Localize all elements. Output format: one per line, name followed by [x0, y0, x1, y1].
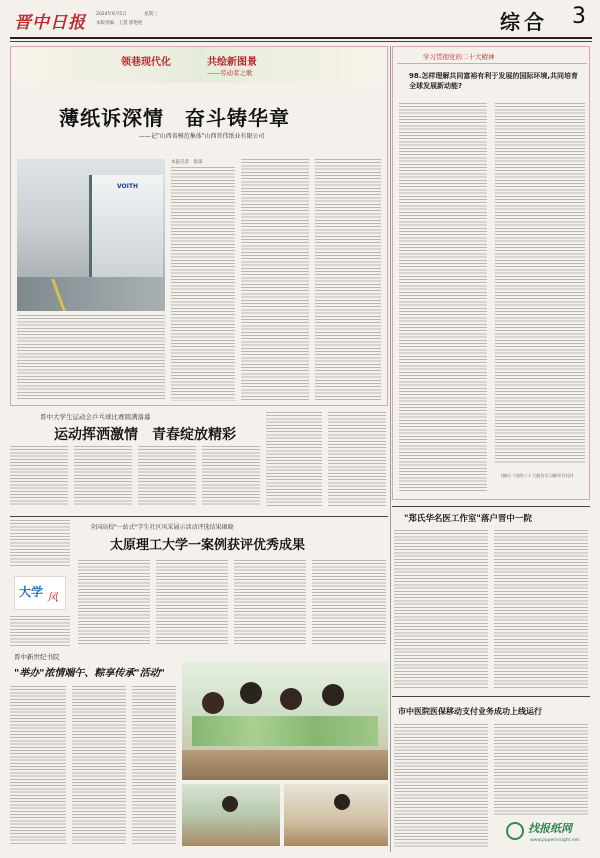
- feature-byline: 本报记者 张琼: [171, 160, 203, 165]
- studio-title: "郑氏华名医工作室"落户晋中一院: [404, 514, 532, 524]
- hospital-title: 市中医院医保移动支付业务成功上线运行: [398, 707, 542, 716]
- sidebar-source: (摘自《党的二十大报告学习辅导百问》): [501, 473, 574, 478]
- sports-body-col2: [74, 446, 132, 506]
- sports-divider: [10, 516, 388, 517]
- masthead-day: 星期三: [144, 12, 158, 17]
- section-title: 综合: [500, 10, 548, 34]
- studio-body-col1: [394, 530, 488, 690]
- feature-title: 薄纸诉深情 奋斗铸华章: [59, 106, 290, 130]
- child-figure-1: [202, 692, 224, 714]
- sports-tag: 晋中大学生运动会乒乓球比赛圆满落幕: [40, 413, 151, 421]
- paper-machine-photo: [17, 159, 165, 311]
- masthead-date: 2024年6月5日: [96, 12, 127, 17]
- campus-logo-text2: 风: [47, 591, 58, 604]
- children-photo-small-2: [284, 784, 388, 846]
- watermark-logo-icon: [506, 822, 524, 840]
- school-body-col2: [72, 686, 126, 846]
- watermark-url: www.paperinsight.net: [530, 838, 580, 843]
- feature-banner: [11, 47, 387, 83]
- campus-story: [10, 520, 388, 648]
- school-body-col3: [132, 686, 176, 846]
- small-photo-figure-2: [334, 794, 350, 810]
- sidebar-tag: 学习贯彻党的二十大精神: [423, 53, 495, 61]
- masthead-rule-thin: [10, 41, 592, 42]
- campus-tag: 全国高校"一站式"学生社区风采展示活动评选结果揭晓: [90, 524, 234, 531]
- school-story: [10, 652, 388, 852]
- masthead-name: 晋中日报: [14, 13, 86, 33]
- watermark-site: 找报纸网: [528, 822, 572, 835]
- campus-body-col1: [78, 560, 150, 646]
- sports-title: 运动挥洒激情 青春绽放精彩: [54, 427, 236, 443]
- masthead-rule: [10, 37, 592, 39]
- page-number: 3: [572, 4, 586, 29]
- photo-caption: [17, 315, 165, 401]
- studio-story: [392, 506, 590, 692]
- campus-left-body2: [10, 616, 70, 646]
- campus-body-col3: [234, 560, 306, 646]
- banner-slogan-left: 领巷现代化: [121, 57, 171, 68]
- hospital-top-rule: [392, 696, 590, 697]
- sports-story: [10, 412, 388, 512]
- feature-subtitle: ——记"山西省模范集体"山西晋伟纸业有限公司: [139, 133, 265, 140]
- watermark: [506, 818, 596, 852]
- campus-left-body: [10, 520, 70, 566]
- campus-title: 太原理工大学一案例获评优秀成果: [110, 538, 306, 553]
- school-body-col1: [10, 686, 66, 846]
- feature-body-col3: [315, 159, 381, 401]
- theory-sidebar: [392, 46, 590, 500]
- sports-body-col5: [266, 412, 322, 506]
- sports-body-col6: [328, 412, 386, 506]
- campus-body-col2: [156, 560, 228, 646]
- table-zongzi: [182, 750, 388, 780]
- sidebar-rule: [397, 63, 587, 64]
- small-photo-figure: [222, 796, 238, 812]
- masthead: [0, 0, 600, 40]
- hospital-body-col2: [494, 724, 588, 816]
- machine-label: VOITH: [117, 183, 138, 190]
- feature-story: [10, 46, 388, 406]
- hospital-body-col1: [394, 724, 488, 848]
- masthead-editors: 本版责编：王慧 郭艳艳: [96, 21, 143, 26]
- child-figure-2: [240, 682, 262, 704]
- school-title: "举办"浓情端午、粽享传承"活动": [14, 668, 165, 679]
- banner-slogan-right: 共绘新图景: [207, 57, 257, 68]
- green-shirts: [192, 716, 378, 746]
- machine-body: [89, 175, 163, 285]
- children-photo-small-1: [182, 784, 280, 846]
- child-figure-3: [280, 688, 302, 710]
- child-figure-4: [322, 684, 344, 706]
- campus-logo-text: 大学: [19, 585, 44, 599]
- school-tag: 晋中新世纪书院: [14, 653, 60, 661]
- campus-logo: [14, 576, 66, 610]
- sidebar-body-col2: [495, 103, 585, 463]
- sidebar-question: 98.怎样理解共同富裕有利于发展的国际环境,共同培育全球发展新动能?: [409, 72, 579, 90]
- studio-top-rule: [392, 506, 590, 507]
- column-separator: [390, 46, 391, 852]
- feature-body-col1: [171, 167, 235, 401]
- studio-body-col2: [494, 530, 588, 690]
- feature-body-col2: [241, 159, 309, 401]
- sidebar-body-col1: [399, 103, 487, 491]
- sports-body-col1: [10, 446, 68, 506]
- banner-subtitle: ——劳动者之歌: [207, 69, 253, 77]
- children-photo-main: [182, 662, 388, 780]
- sports-body-col4: [202, 446, 260, 506]
- sports-body-col3: [138, 446, 196, 506]
- campus-body-col4: [312, 560, 386, 646]
- floor-stripe: [17, 277, 165, 311]
